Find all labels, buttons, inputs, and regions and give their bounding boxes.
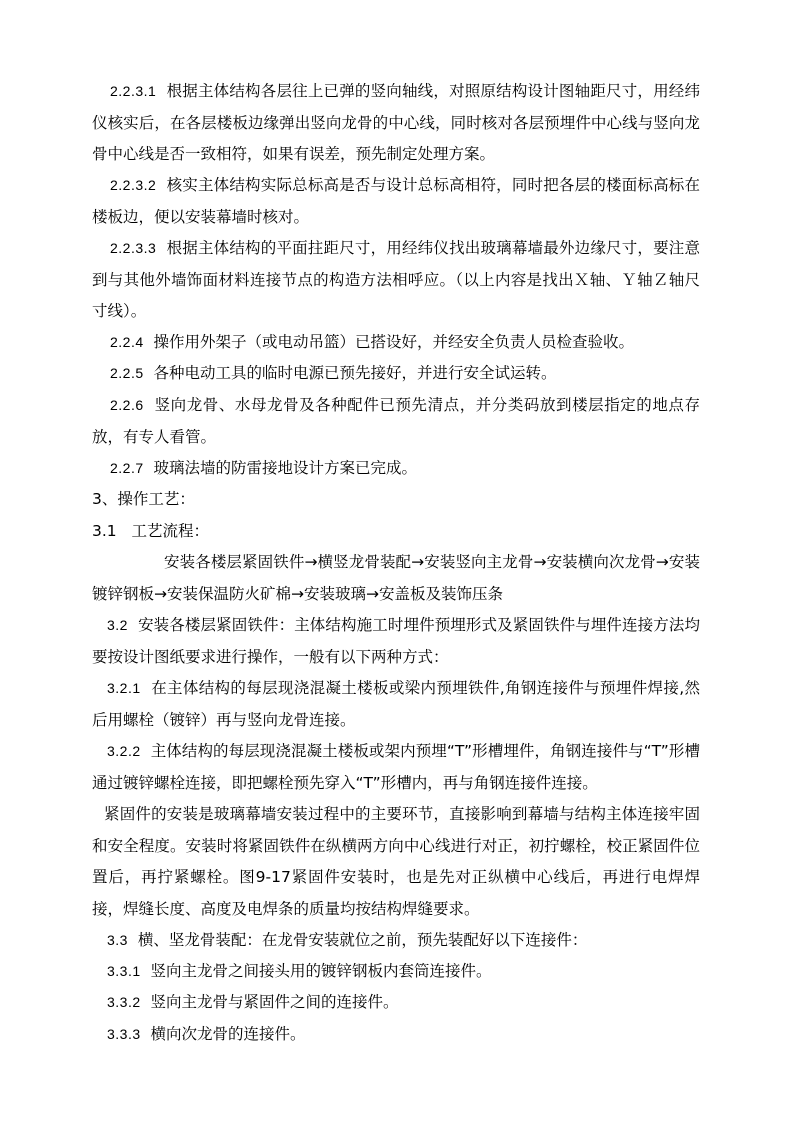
paragraph-3-3-2 xyxy=(92,987,700,1019)
paragraph-2-2-5 xyxy=(92,358,700,390)
heading-text: 3、操作工艺： xyxy=(92,490,195,508)
section-number: 2.2.7 xyxy=(110,460,144,476)
paragraph-text: 根据主体结构各层往上已弹的竖向轴线，对照原结构设计图轴距尺寸，用经纬仪核实后，在各层楼板边缘弹出竖向龙骨的中心线，同时核对各层预埋件中心线与竖向龙骨中心线是否一致相符，如果有误差，预先制定处理方案。 xyxy=(92,82,700,163)
paragraph-3-2 xyxy=(92,610,700,673)
heading-3-1 xyxy=(92,516,700,548)
paragraph-text: 安装各楼层紧固铁件：主体结构施工时埋件预埋形式及紧固铁件与埋件连接方法均要按设计图纸要求进行操作，一般有以下两种方式： xyxy=(92,616,700,666)
process-flow-text: 安装各楼层紧固铁件→横竖龙骨装配→安装竖向主龙骨→安装横向次龙骨→安装镀锌钢板→安装保温防火矿棉→安装玻璃→安盖板及装饰压条 xyxy=(92,553,700,603)
paragraph-2-2-3-1 xyxy=(92,76,700,171)
paragraph-3-3-1 xyxy=(92,956,700,988)
paragraph-2-2-4 xyxy=(92,327,700,359)
section-number: 3.2.1 xyxy=(107,680,141,696)
section-number: 2.2.3.1 xyxy=(110,83,157,99)
section-number: 3.1 xyxy=(92,522,117,540)
paragraph-2-2-3-3 xyxy=(92,233,700,328)
paragraph-text: 横向次龙骨的连接件。 xyxy=(150,1025,306,1043)
section-number: 2.2.5 xyxy=(110,365,144,381)
section-number: 3.3.3 xyxy=(107,1026,141,1042)
section-number: 2.2.4 xyxy=(110,334,144,350)
paragraph-2-2-3-2 xyxy=(92,170,700,233)
paragraph-text: 紧固件的安装是玻璃幕墙安装过程中的主要环节，直接影响到幕墙与结构主体连接牢固和安全程度。安装时将紧固铁件在纵横两方向中心线进行对正，初拧螺栓，校正紧固件位置后，再拧紧螺栓。图9-17紧固件安装时，也是先对正纵横中心线后，再进行电焊焊接，焊缝长度、高度及电焊条的质量均按结构焊缝要求。 xyxy=(92,805,700,918)
paragraph-text: 横、坚龙骨装配：在龙骨安装就位之前，预先装配好以下连接件： xyxy=(137,931,588,949)
heading-text: 工艺流程： xyxy=(131,522,209,540)
paragraph-3-2-2 xyxy=(92,736,700,799)
heading-operation-process xyxy=(92,484,700,516)
paragraph-text: 玻璃法墙的防雷接地设计方案已完成。 xyxy=(153,459,418,477)
section-number: 3.2 xyxy=(107,617,128,633)
paragraph-text: 根据主体结构的平面拄距尺寸，用经纬仪找出玻璃幕墙最外边缘尺寸，要注意到与其他外墙饰面材料连接节点的构造方法相呼应。（以上内容是找出Ｘ轴、Ｙ轴Ｚ轴尺寸线）。 xyxy=(92,239,700,320)
paragraph-text: 竖向主龙骨之间接头用的镀锌钢板内套筒连接件。 xyxy=(150,962,492,980)
section-number: 3.3 xyxy=(107,932,128,948)
paragraph-3-2-1 xyxy=(92,673,700,736)
section-number: 2.2.3.2 xyxy=(110,177,157,193)
paragraph-2-2-7 xyxy=(92,453,700,485)
paragraph-text: 操作用外架子（或电动吊篮）已搭设好，并经安全负责人员检查验收。 xyxy=(153,333,635,351)
paragraph-text: 竖向龙骨、水母龙骨及各种配件已预先清点，并分类码放到楼层指定的地点存放，有专人看管。 xyxy=(92,396,700,446)
process-flow xyxy=(92,547,700,610)
section-number: 3.3.1 xyxy=(107,963,141,979)
paragraph-fastener-installation xyxy=(92,799,700,925)
paragraph-text: 各种电动工具的临时电源已预先接好，并进行安全试运转。 xyxy=(153,364,557,382)
section-number: 2.2.6 xyxy=(110,397,144,413)
section-number: 3.2.2 xyxy=(107,743,141,759)
paragraph-text: 竖向主龙骨与紧固件之间的连接件。 xyxy=(150,993,399,1011)
section-number: 3.3.2 xyxy=(107,994,141,1010)
section-number: 2.2.3.3 xyxy=(110,240,157,256)
paragraph-3-3 xyxy=(92,925,700,957)
paragraph-2-2-6 xyxy=(92,390,700,453)
paragraph-text: 主体结构的每层现浇混凝土楼板或架内预埋“T”形槽埋件，角钢连接件与“T”形槽通过镀锌螺栓连接，即把螺栓预先穿入“T”形槽内，再与角钢连接件连接。 xyxy=(92,742,700,792)
paragraph-text: 核实主体结构实际总标高是否与设计总标高相符，同时把各层的楼面标高标在楼板边，便以安装幕墙时核对。 xyxy=(92,176,700,226)
paragraph-text: 在主体结构的每层现浇混凝土楼板或梁内预埋铁件,角钢连接件与预埋件焊接,然后用螺栓（镀锌）再与竖向龙骨连接。 xyxy=(92,679,701,729)
paragraph-3-3-3 xyxy=(92,1019,700,1051)
